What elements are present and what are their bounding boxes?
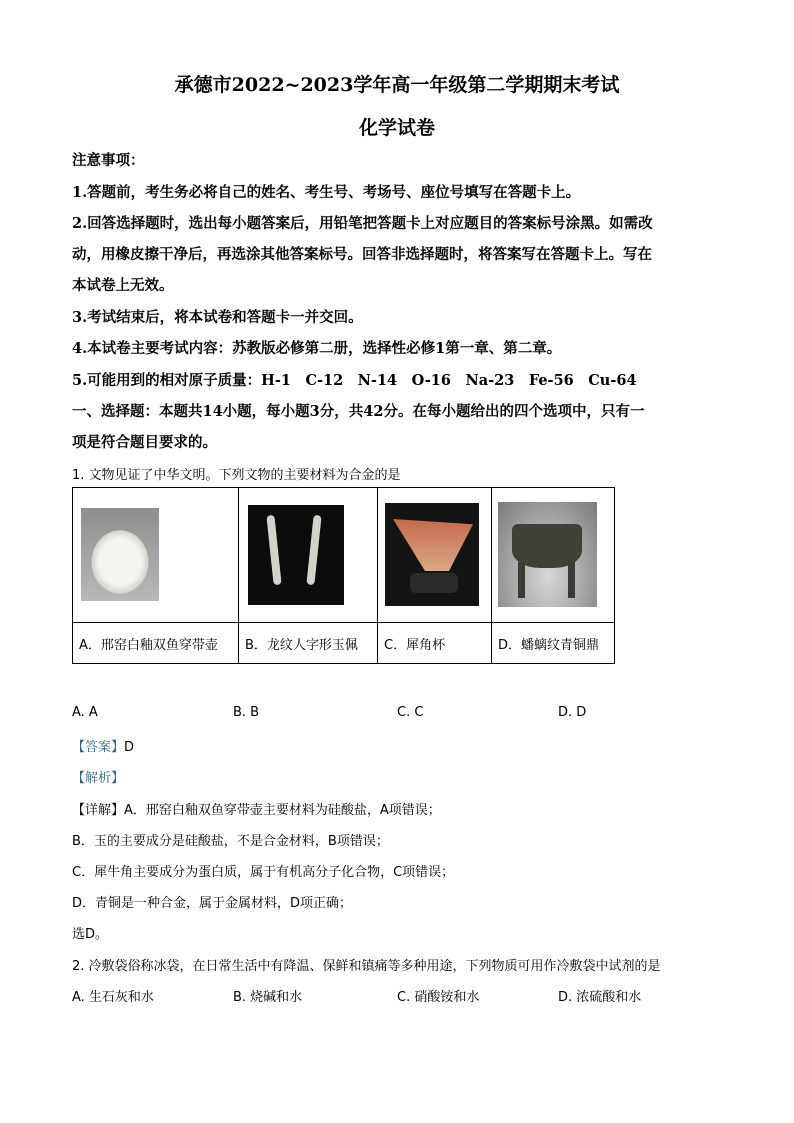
q2-option-b: B. 烧碱和水 bbox=[233, 990, 303, 1005]
artifact-cell-b bbox=[239, 488, 378, 623]
q1-answer bbox=[72, 736, 134, 755]
q2-option-c: C. 硝酸铵和水 bbox=[397, 990, 480, 1005]
detail-line: B．玉的主要成分是硅酸盐，不是合金材料，B项错误； bbox=[72, 834, 389, 849]
q1-option-a: A. A bbox=[72, 705, 98, 720]
q1-artifact-table bbox=[72, 487, 615, 664]
artifact-label-a: A．邢窑白釉双鱼穿带壶 bbox=[73, 623, 239, 664]
detail-line: D．青铜是一种合金，属于金属材料，D项正确； bbox=[72, 896, 353, 911]
note-line: 动，用橡皮擦干净后，再选涂其他答案标号。回答非选择题时，将答案写在答题卡上。写在 bbox=[72, 246, 652, 263]
detail-line: C．犀牛角主要成分为蛋白质，属于有机高分子化合物，C项错误； bbox=[72, 865, 455, 880]
q2-option-d: D. 浓硫酸和水 bbox=[558, 990, 642, 1005]
note-line: 5.可能用到的相对原子质量：H-1 C-12 N-14 O-16 Na-23 Fe-56 Cu-64 bbox=[72, 372, 637, 389]
dragon-jade-pendant-image bbox=[248, 505, 344, 605]
detail-line: 选D。 bbox=[72, 927, 109, 942]
q1-option-d: D. D bbox=[558, 705, 587, 720]
white-glazed-pot-image bbox=[81, 508, 159, 601]
q2-option-a: A. 生石灰和水 bbox=[72, 990, 154, 1005]
artifact-label-c: C．犀角杯 bbox=[378, 623, 492, 664]
exam-title: 承德市2022~2023学年高一年级第二学期期末考试 bbox=[174, 74, 620, 96]
note-line: 4.本试卷主要考试内容：苏教版必修第二册，选择性必修1第一章、第二章。 bbox=[72, 340, 562, 357]
bronze-ding-image bbox=[498, 502, 597, 607]
notes-heading: 注意事项： bbox=[72, 152, 145, 169]
artifact-cell-d bbox=[492, 488, 615, 623]
note-line: 1.答题前，考生务必将自己的姓名、考生号、考场号、座位号填写在答题卡上。 bbox=[72, 184, 581, 201]
artifact-cell-a bbox=[73, 488, 239, 623]
note-line: 3.考试结束后，将本试卷和答题卡一并交回。 bbox=[72, 309, 363, 326]
rhino-horn-cup-image bbox=[385, 503, 479, 606]
analysis-tag: 【解析】 bbox=[72, 771, 125, 786]
artifact-label-d: D．蟠螭纹青铜鼎 bbox=[492, 623, 615, 664]
section-heading: 项是符合题目要求的。 bbox=[72, 434, 217, 451]
artifact-label-b: B．龙纹人字形玉佩 bbox=[239, 623, 378, 664]
answer-value: D bbox=[124, 740, 135, 755]
q2-stem: 2. 冷敷袋俗称冰袋，在日常生活中有降温、保鲜和镇痛等多种用途，下列物质可用作冷敷袋中试剂的是 bbox=[72, 959, 661, 974]
exam-subtitle: 化学试卷 bbox=[358, 117, 435, 139]
note-line: 本试卷上无效。 bbox=[72, 277, 174, 294]
section-heading: 一、选择题：本题共14小题，每小题3分，共42分。在每小题给出的四个选项中，只有一 bbox=[72, 403, 645, 420]
q1-option-b: B. B bbox=[233, 705, 260, 720]
note-line: 2.回答选择题时，选出每小题答案后，用铅笔把答题卡上对应题目的答案标号涂黑。如需改 bbox=[72, 215, 653, 232]
q1-stem: 1. 文物见证了中华文明。下列文物的主要材料为合金的是 bbox=[72, 468, 401, 483]
detail-line: 【详解】A．邢窑白釉双鱼穿带壶主要材料为硅酸盐，A项错误； bbox=[72, 803, 441, 818]
q1-option-c: C. C bbox=[397, 705, 424, 720]
answer-tag: 【答案】 bbox=[72, 740, 125, 755]
artifact-cell-c bbox=[378, 488, 492, 623]
